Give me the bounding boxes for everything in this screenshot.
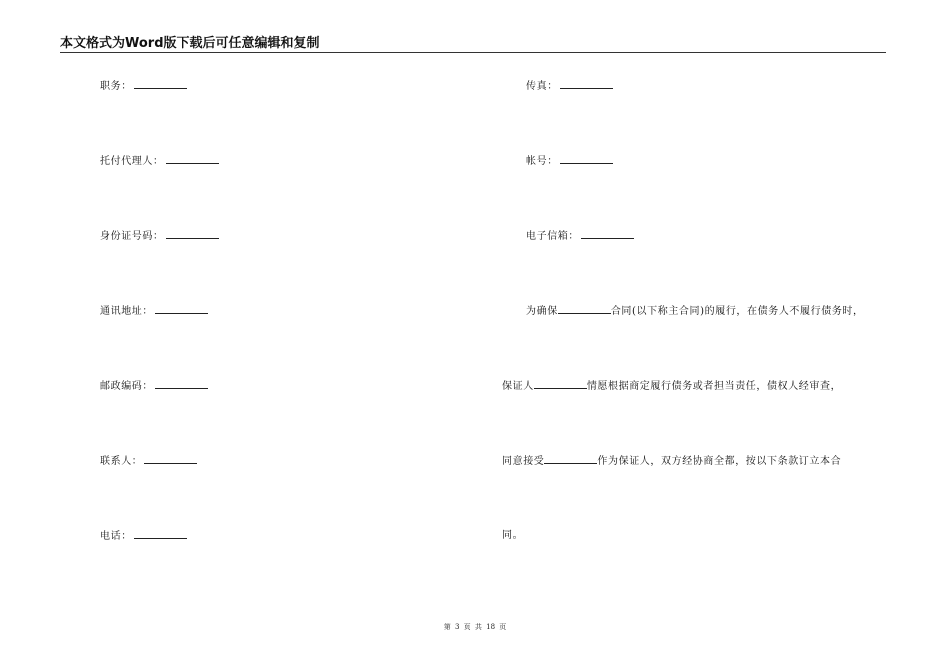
page-footer [0, 622, 950, 632]
field-label: 身份证号码： [100, 231, 164, 242]
footer-prefix: 第 [443, 623, 451, 631]
paragraph-text: 作为保证人，双方经协商全都，按以下条款订立本合 [597, 456, 842, 467]
field-position [100, 79, 187, 94]
footer-suffix: 页 [499, 623, 507, 631]
fill-blank[interactable] [560, 79, 613, 89]
fill-blank[interactable] [155, 379, 208, 389]
fill-blank[interactable] [534, 379, 587, 389]
paragraph-text: 合同(以下称主合同)的履行，在债务人不履行债务时， [610, 306, 864, 317]
paragraph-text: 情愿根据商定履行债务或者担当责任，债权人经审查， [586, 381, 842, 392]
footer-page-word: 页 [463, 623, 471, 631]
paragraph-text: 为确保 [526, 306, 558, 317]
fill-blank[interactable] [134, 529, 187, 539]
paragraph-line-4 [502, 529, 523, 543]
field-label: 传真： [526, 81, 558, 92]
field-address [100, 304, 208, 319]
field-label: 邮政编码： [100, 381, 153, 392]
fill-blank[interactable] [166, 154, 219, 164]
footer-page-number: 3 [454, 623, 460, 631]
fill-blank[interactable] [560, 154, 613, 164]
field-phone [100, 529, 187, 544]
field-label: 托付代理人： [100, 156, 164, 167]
field-label: 电话： [100, 531, 132, 542]
field-account [526, 154, 613, 169]
paragraph-text: 同意接受 [502, 456, 545, 467]
field-agent [100, 154, 219, 169]
header-title: 本文格式为Word版下载后可任意编辑和复制 [60, 36, 320, 51]
fill-blank[interactable] [544, 454, 597, 464]
paragraph-text: 保证人 [502, 381, 534, 392]
field-email [526, 229, 634, 244]
paragraph-line-1 [526, 304, 864, 319]
field-label: 职务： [100, 81, 132, 92]
fill-blank[interactable] [155, 304, 208, 314]
fill-blank[interactable] [166, 229, 219, 239]
page-header [60, 36, 886, 53]
paragraph-text: 同。 [502, 530, 524, 541]
field-label: 联系人： [100, 456, 143, 467]
footer-total-word: 共 [474, 623, 482, 631]
field-id-number [100, 229, 219, 244]
fill-blank[interactable] [581, 229, 634, 239]
field-postal-code [100, 379, 208, 394]
field-label: 电子信箱： [526, 231, 579, 242]
paragraph-line-3 [502, 454, 841, 469]
paragraph-line-2 [502, 379, 841, 394]
field-label: 通讯地址： [100, 306, 153, 317]
field-label: 帐号： [526, 156, 558, 167]
field-fax [526, 79, 613, 94]
field-contact [100, 454, 197, 469]
footer-total-pages: 18 [486, 623, 496, 631]
fill-blank[interactable] [134, 79, 187, 89]
fill-blank[interactable] [558, 304, 611, 314]
fill-blank[interactable] [144, 454, 197, 464]
